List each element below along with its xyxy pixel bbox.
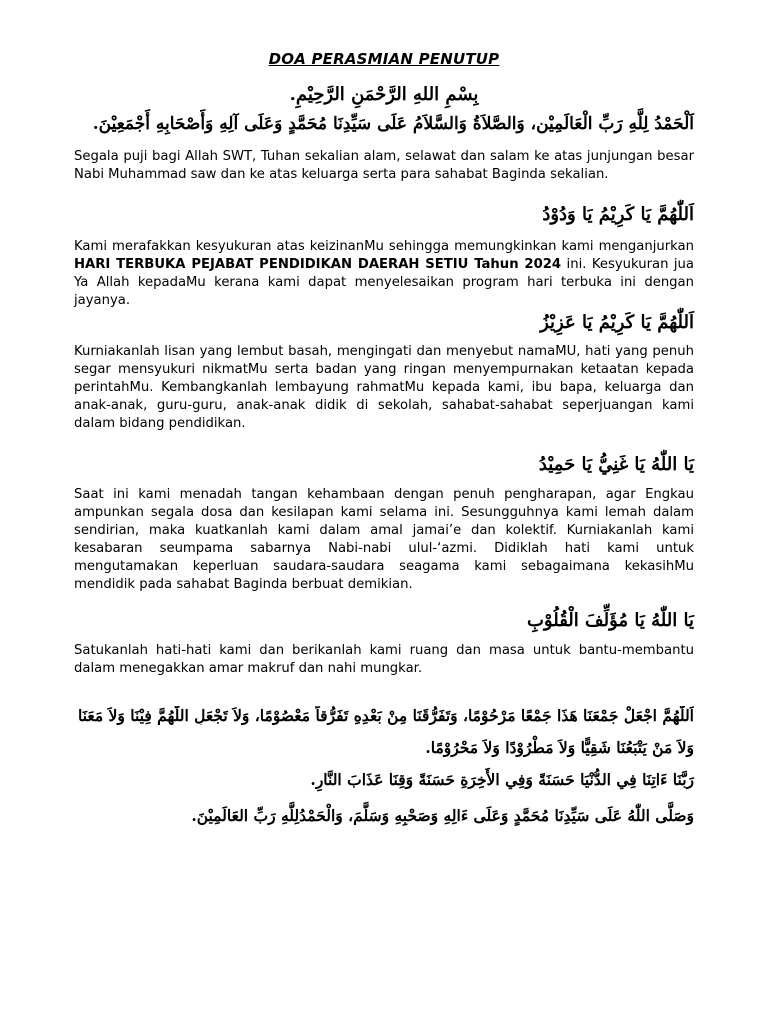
invocation-karim-wadud: اَللّٰهُمَّ يَا كَرِيْمُ يَا وَدُوْدُ [542,204,694,225]
closing-line-1: اَللّٰهُمَّ اجْعَلْ جَمْعَنَا هَذَا جَمْعًا مَرْحُوْمًا، وَتَفَرُّقَنَا مِنْ بَعْدِهِ تَفَرُّقاً مَعْصُوْمًا، وَلاَ تَجْعَلِ اللّٰهُمَّ فِيْنَا وَلاَ مَعَنَا [77,706,694,725]
paragraph-blessings: Kurniakanlah lisan yang lembut basah, mengingati dan menyebut namaMU, hati yang penuh segar mensyukuri nikmatMu serta badan yang ringan menyempurnakan ketaatan kepada perintahMu. Kembangkanlah lembayung rahmatMu kepada kami, ibu bapa, keluarga dan anak-anak, guru-guru, anak-anak didik di sekolah, sahabat-sahabat seperjuangan kami dalam bidang pendidikan. [74,344,694,431]
gratitude-text-end: ini. Kesyukuran jua Ya Allah kepadaMu kerana kami dapat menyelesaikan program hari terbuka ini dengan jayanya. [74,257,694,308]
closing-line-2: وَلاَ مَنْ يَتْبَعُنَا شَقِيًّا وَلاَ مَطْرُوْدًا وَلاَ مَحْرُوْمًا. [425,738,694,757]
basmalah-text: بِسْمِ اللهِ الرَّحْمَنِ الرَّحِيْمِ. [289,84,479,105]
closing-line-3: رَبَّنَا ءَاتِنَا فِي الدُّنْيَا حَسَنَةً وَفِي الأَخِرَةِ حَسَنَةً وَقِنَا عَذَابَ النَّارِ. [310,770,694,789]
paragraph-gratitude [74,238,694,310]
invocation-muallif-qulub: يَا اللّٰهُ يَا مُؤَلِّفَ الْقُلُوْبِ [526,610,694,631]
document-title: DOA PERASMIAN PENUTUP [268,50,500,68]
paragraph-opening: Segala puji bagi Allah SWT, Tuhan sekalian alam, selawat dan salam ke atas junjungan besar Nabi Muhammad saw dan ke atas keluarga serta para sahabat Baginda sekalian. [74,149,694,182]
invocation-ghaniy-hamid: يَا اللّٰهُ يَا غَنِيُّ يَا حَمِيْدُ [538,454,694,475]
event-name: HARI TERBUKA PEJABAT PENDIDIKAN DAERAH SETIU Tahun 2024 [74,257,562,272]
gratitude-text-start: Kami merafakkan kesyukuran atas keizinanMu sehingga memungkinkan kami menganjurkan [74,239,694,254]
paragraph-unity: Satukanlah hati-hati kami dan berikanlah kami ruang dan masa untuk bantu-membantu dalam menegakkan amar makruf dan nahi mungkar. [74,643,694,676]
paragraph-supplication: Saat ini kami menadah tangan kehambaan dengan penuh pengharapan, agar Engkau ampunkan segala dosa dan kesilapan kami selama ini. Sesungguhnya kami lemah dalam sendirian, maka kuatkanlah kami dalam amal jamai’e dan kolektif. Kurniakanlah kami kesabaran seumpama sabarnya Nabi-nabi ulul-‘azmi. Didiklah hati kami untuk mengutamakan keperluan saudara-saudara seagama kami sebagaimana kekasihMu mendidik pada sahabat Baginda berbuat demikian. [74,487,694,592]
invocation-karim-aziz: اَللّٰهُمَّ يَا كَرِيْمُ يَا عَزِيْزُ [540,312,694,333]
closing-line-4: وَصَلَّى اللّٰهُ عَلَى سَيِّدِنَا مُحَمَّدٍ وَعَلَى ءَالِهِ وَصَحْبِهِ وَسَلَّمَ، وَالْحَمْدُلِلَّهِ رَبِّ العَالَمِيْنَ. [191,806,694,825]
hamdalah-text: اَلْحَمْدُ لِلَّهِ رَبِّ الْعَالَمِيْن، وَالصَّلاَةُ وَالسَّلاَمُ عَلَى سَيِّدِنَا مُحَمَّدٍ وَعَلَى آلِهِ وَأَصْحَابِهِ أَجْمَعِيْنَ. [92,114,694,134]
